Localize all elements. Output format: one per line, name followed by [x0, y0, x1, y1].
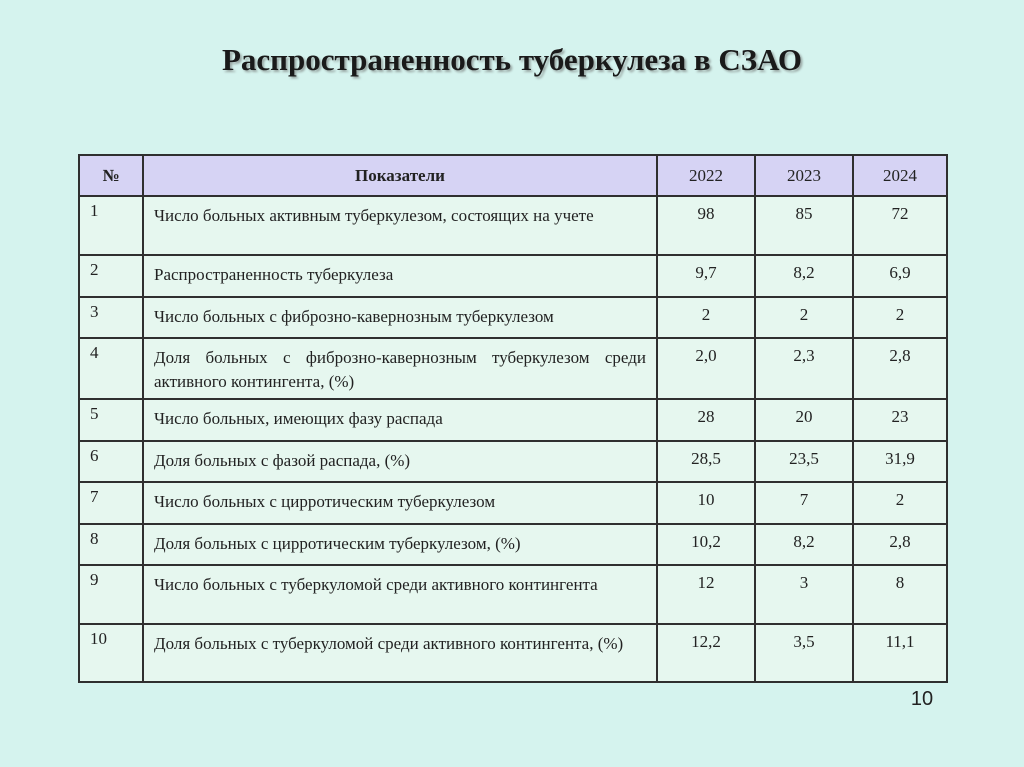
header-year-2024: 2024 [853, 155, 947, 196]
value-2023: 2 [755, 297, 853, 338]
value-2024: 2 [853, 482, 947, 524]
table-header-row [79, 155, 947, 196]
value-2024: 23 [853, 399, 947, 441]
value-2022: 12,2 [657, 624, 755, 682]
value-2024: 8 [853, 565, 947, 624]
row-number: 5 [79, 399, 143, 441]
row-number: 9 [79, 565, 143, 624]
row-number: 6 [79, 441, 143, 482]
header-num: № [79, 155, 143, 196]
value-2022: 28,5 [657, 441, 755, 482]
header-year-2023: 2023 [755, 155, 853, 196]
row-number: 2 [79, 255, 143, 297]
table-row [79, 624, 947, 682]
row-number: 8 [79, 524, 143, 565]
table-row [79, 255, 947, 297]
row-indicator: Доля больных с туберкуломой среди активного контингента, (%) [143, 624, 657, 682]
row-number: 7 [79, 482, 143, 524]
row-indicator: Доля больных с фиброзно-кавернозным туберкулезом среди активного контингента, (%) [143, 338, 657, 399]
value-2023: 3,5 [755, 624, 853, 682]
value-2022: 10 [657, 482, 755, 524]
row-indicator: Число больных, имеющих фазу распада [143, 399, 657, 441]
value-2022: 2 [657, 297, 755, 338]
row-number: 10 [79, 624, 143, 682]
row-indicator: Доля больных с цирротическим туберкулезом, (%) [143, 524, 657, 565]
value-2023: 85 [755, 196, 853, 255]
value-2022: 98 [657, 196, 755, 255]
table-row [79, 524, 947, 565]
row-indicator: Число больных активным туберкулезом, состоящих на учете [143, 196, 657, 255]
value-2023: 7 [755, 482, 853, 524]
row-indicator: Распространенность туберкулеза [143, 255, 657, 297]
value-2022: 9,7 [657, 255, 755, 297]
value-2023: 20 [755, 399, 853, 441]
slide-title: Распространенность туберкулеза в СЗАО [221, 42, 803, 77]
value-2022: 2,0 [657, 338, 755, 399]
value-2022: 12 [657, 565, 755, 624]
value-2023: 2,3 [755, 338, 853, 399]
row-indicator: Доля больных с фазой распада, (%) [143, 441, 657, 482]
table-row [79, 338, 947, 399]
value-2023: 23,5 [755, 441, 853, 482]
value-2023: 3 [755, 565, 853, 624]
value-2024: 6,9 [853, 255, 947, 297]
page-number: 10 [910, 688, 934, 710]
row-number: 1 [79, 196, 143, 255]
table-row [79, 196, 947, 255]
value-2024: 11,1 [853, 624, 947, 682]
tuberculosis-table [78, 154, 948, 683]
table-row [79, 565, 947, 624]
table-row [79, 297, 947, 338]
table-row [79, 399, 947, 441]
value-2024: 72 [853, 196, 947, 255]
header-year-2022: 2022 [657, 155, 755, 196]
table-row [79, 482, 947, 524]
value-2022: 28 [657, 399, 755, 441]
row-indicator: Число больных с цирротическим туберкулезом [143, 482, 657, 524]
value-2024: 2,8 [853, 338, 947, 399]
value-2023: 8,2 [755, 524, 853, 565]
row-number: 3 [79, 297, 143, 338]
value-2024: 2,8 [853, 524, 947, 565]
row-indicator: Число больных с фиброзно-кавернозным туберкулезом [143, 297, 657, 338]
value-2024: 31,9 [853, 441, 947, 482]
header-indicator: Показатели [143, 155, 657, 196]
value-2023: 8,2 [755, 255, 853, 297]
row-indicator: Число больных с туберкуломой среди активного контингента [143, 565, 657, 624]
value-2022: 10,2 [657, 524, 755, 565]
row-number: 4 [79, 338, 143, 399]
table-row [79, 441, 947, 482]
value-2024: 2 [853, 297, 947, 338]
